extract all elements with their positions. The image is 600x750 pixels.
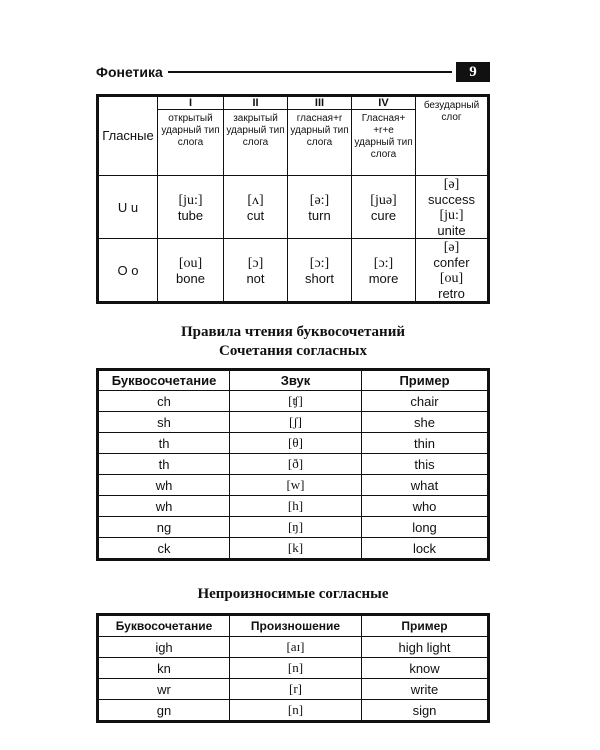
column-header: Звук	[230, 370, 362, 391]
page-number: 9	[456, 62, 490, 82]
vowel-letter: U u	[98, 176, 158, 239]
transcription: [ə]	[443, 240, 460, 255]
example-word: tube	[177, 207, 204, 223]
section-subtitle: Сочетания согласных	[219, 343, 367, 359]
table-row	[98, 517, 489, 538]
transcription: [juə]	[370, 192, 397, 208]
page-title: Фонетика	[96, 64, 163, 80]
table-row	[98, 679, 489, 700]
table-row	[98, 391, 489, 412]
cell	[352, 239, 416, 303]
vowel-row-u	[98, 176, 489, 239]
example-word: confer	[433, 255, 470, 270]
letter-combination: kn	[98, 658, 230, 679]
syllable-type-number: III	[288, 96, 352, 110]
example-word: more	[368, 270, 399, 286]
sound: [w]	[230, 475, 362, 496]
example-word: she	[362, 412, 489, 433]
column-header: Буквосочетание	[98, 370, 230, 391]
page-header	[96, 62, 490, 82]
table-row	[98, 454, 489, 475]
transcription: [ʌ]	[247, 192, 264, 208]
sound: [ʧ]	[230, 391, 362, 412]
letter-combination: ch	[98, 391, 230, 412]
pronunciation: [n]	[230, 700, 362, 722]
cell	[352, 176, 416, 239]
example-word: sign	[362, 700, 489, 722]
transcription: [ou]	[439, 271, 464, 286]
table-header-row	[98, 370, 489, 391]
cell	[416, 239, 489, 303]
cell	[158, 176, 224, 239]
column-header: Произношение	[230, 615, 362, 637]
example-word: retro	[438, 286, 465, 301]
transcription: [ɔ:]	[373, 255, 394, 271]
example-word: who	[362, 496, 489, 517]
letter-combination: ck	[98, 538, 230, 560]
syllable-type-number: II	[224, 96, 288, 110]
header-rule	[168, 71, 452, 73]
closed-syllable-header: закрытый ударный тип слога	[224, 110, 288, 176]
vowel-r-e-header: Гласная+ +r+e ударный тип слога	[352, 110, 416, 176]
letter-combination: sh	[98, 412, 230, 433]
vowel-letter: O o	[98, 239, 158, 303]
example-word: write	[362, 679, 489, 700]
vowel-row-o	[98, 239, 489, 303]
table-row	[98, 538, 489, 560]
table-row	[98, 433, 489, 454]
table-row	[98, 412, 489, 433]
example-word: this	[362, 454, 489, 475]
sound: [ð]	[230, 454, 362, 475]
pronunciation: [aɪ]	[230, 637, 362, 658]
example-word: lock	[362, 538, 489, 560]
cell	[224, 239, 288, 303]
transcription: [ju:]	[439, 208, 464, 223]
table-header-row	[98, 615, 489, 637]
roman-number-row	[98, 96, 489, 110]
transcription: [ə]	[443, 177, 460, 192]
example-word: not	[246, 270, 265, 286]
cell	[416, 176, 489, 239]
transcription: [ju:]	[178, 192, 203, 208]
example-word: bone	[176, 270, 205, 286]
letter-combination: wr	[98, 679, 230, 700]
example-word: high light	[362, 637, 489, 658]
section-title-silent-consonants: Непроизносимые согласные	[197, 586, 389, 602]
open-syllable-header: открытый ударный тип слога	[158, 110, 224, 176]
vowel-reading-table	[96, 94, 490, 304]
pronunciation: [r]	[230, 679, 362, 700]
transcription: [ou]	[178, 255, 203, 271]
example-word: chair	[362, 391, 489, 412]
sound: [h]	[230, 496, 362, 517]
table-row	[98, 475, 489, 496]
letter-combination: th	[98, 433, 230, 454]
sound: [k]	[230, 538, 362, 560]
table-row	[98, 637, 489, 658]
section-title: Правила чтения буквосочетаний	[181, 324, 405, 340]
letter-combination: gn	[98, 700, 230, 722]
sound: [ʃ]	[230, 412, 362, 433]
example-word: success	[428, 192, 475, 207]
example-word: thin	[362, 433, 489, 454]
example-word: short	[305, 270, 334, 286]
letter-combination: wh	[98, 475, 230, 496]
letter-combination: th	[98, 454, 230, 475]
unstressed-header: безударный слог	[416, 96, 489, 176]
syllable-type-number: IV	[352, 96, 416, 110]
pronunciation: [n]	[230, 658, 362, 679]
example-word: turn	[308, 207, 331, 223]
table-row	[98, 658, 489, 679]
letter-combination: wh	[98, 496, 230, 517]
column-header: Буквосочетание	[98, 615, 230, 637]
silent-consonants-table	[96, 613, 490, 723]
vowel-r-header: гласная+r ударный тип слога	[288, 110, 352, 176]
cell	[288, 239, 352, 303]
transcription: [ɔ]	[247, 255, 264, 271]
cell	[224, 176, 288, 239]
letter-combination: igh	[98, 637, 230, 658]
letter-combination: ng	[98, 517, 230, 538]
column-header: Пример	[362, 370, 489, 391]
cell	[288, 176, 352, 239]
sound: [θ]	[230, 433, 362, 454]
section-title-reading-rules	[96, 323, 490, 361]
transcription: [ə:]	[309, 192, 330, 208]
syllable-type-number: I	[158, 96, 224, 110]
table-row	[98, 700, 489, 722]
sound: [ŋ]	[230, 517, 362, 538]
consonant-combinations-table	[96, 368, 490, 561]
cell	[158, 239, 224, 303]
transcription: [ɔ:]	[309, 255, 330, 271]
example-word: know	[362, 658, 489, 679]
vowels-header: Гласные	[98, 96, 158, 176]
example-word: what	[362, 475, 489, 496]
example-word: long	[362, 517, 489, 538]
example-word: cut	[246, 207, 265, 223]
example-word: cure	[370, 207, 397, 223]
table-row	[98, 496, 489, 517]
example-word: unite	[437, 223, 466, 238]
column-header: Пример	[362, 615, 489, 637]
